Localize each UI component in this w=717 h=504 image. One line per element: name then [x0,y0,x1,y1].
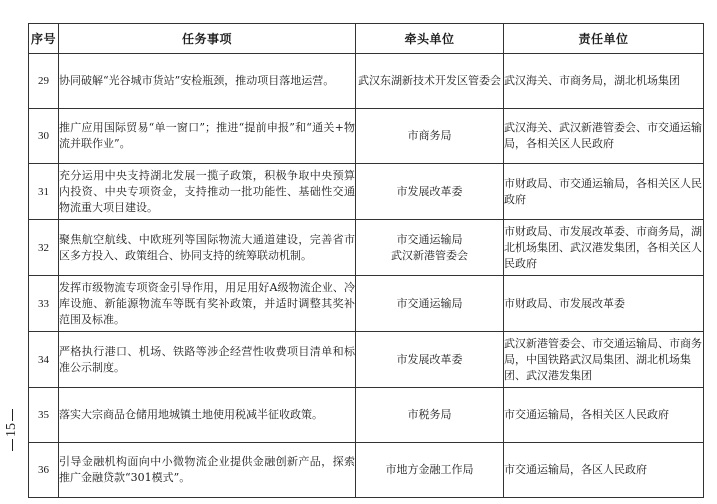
row-lead: 市交通运输局 武汉新港管委会 [356,220,504,276]
table-header-row [29,24,704,54]
row-lead: 市交通运输局 [356,276,504,332]
row-lead: 市税务局 [356,388,504,443]
row-responsible: 武汉海关、武汉新港管委会、市交通运输局，各相关区人民政府 [504,109,704,164]
task-table [28,23,704,498]
table-row [29,109,704,164]
table-row [29,54,704,109]
row-no: 30 [29,109,59,164]
row-no: 33 [29,276,59,332]
table-row [29,388,704,443]
row-task: 聚焦航空航线、中欧班列等国际物流大通道建设，完善省市区多方投入、政策组合、协同支持的统筹联动机制。 [59,220,356,276]
row-no: 32 [29,220,59,276]
header-no: 序号 [29,24,59,54]
header-task: 任务事项 [59,24,356,54]
row-no: 35 [29,388,59,443]
row-responsible: 武汉新港管委会、市交通运输局、市商务局，中国铁路武汉局集团、湖北机场集团、武汉港发集团 [504,332,704,388]
table-row [29,220,704,276]
row-task: 严格执行港口、机场、铁路等涉企经营性收费项目清单和标准公示制度。 [59,332,356,388]
row-lead: 武汉东湖新技术开发区管委会 [356,54,504,109]
table-row [29,443,704,498]
page-number-dash-top [12,409,13,421]
page-number-dash-bottom [12,439,13,451]
page-number-text: 15 [4,423,19,437]
row-task: 落实大宗商品仓储用地城镇土地使用税减半征收政策。 [59,388,356,443]
page-number [1,400,23,460]
row-no: 31 [29,164,59,220]
row-responsible: 市交通运输局，各相关区人民政府 [504,388,704,443]
row-responsible: 市财政局、市发展改革委 [504,276,704,332]
row-responsible: 武汉海关、市商务局，湖北机场集团 [504,54,704,109]
row-no: 36 [29,443,59,498]
row-task: 推广应用国际贸易“单一窗口”；推进“提前申报”和“通关+物流并联作业”。 [59,109,356,164]
row-responsible: 市财政局、市发展改革委、市商务局，湖北机场集团、武汉港发集团，各相关区人民政府 [504,220,704,276]
table-row [29,276,704,332]
row-task: 充分运用中央支持湖北发展一揽子政策，积极争取中央预算内投资、中央专项资金，支持推动一批功能性、基础性交通物流重大项目建设。 [59,164,356,220]
row-lead: 市发展改革委 [356,164,504,220]
table-row [29,332,704,388]
row-task: 协同破解“光谷城市货站”安检瓶颈，推动项目落地运营。 [59,54,356,109]
row-task: 发挥市级物流专项资金引导作用，用足用好A级物流企业、冷库设施、新能源物流车等既有奖补政策，并适时调整其奖补范围及标准。 [59,276,356,332]
row-responsible: 市财政局、市交通运输局，各相关区人民政府 [504,164,704,220]
row-no: 29 [29,54,59,109]
row-lead: 市发展改革委 [356,332,504,388]
header-lead: 牵头单位 [356,24,504,54]
header-responsible: 责任单位 [504,24,704,54]
row-responsible: 市交通运输局，各区人民政府 [504,443,704,498]
row-lead: 市商务局 [356,109,504,164]
row-lead: 市地方金融工作局 [356,443,504,498]
row-no: 34 [29,332,59,388]
row-task: 引导金融机构面向中小微物流企业提供金融创新产品，探索推广金融贷款“301模式”。 [59,443,356,498]
table-row [29,164,704,220]
